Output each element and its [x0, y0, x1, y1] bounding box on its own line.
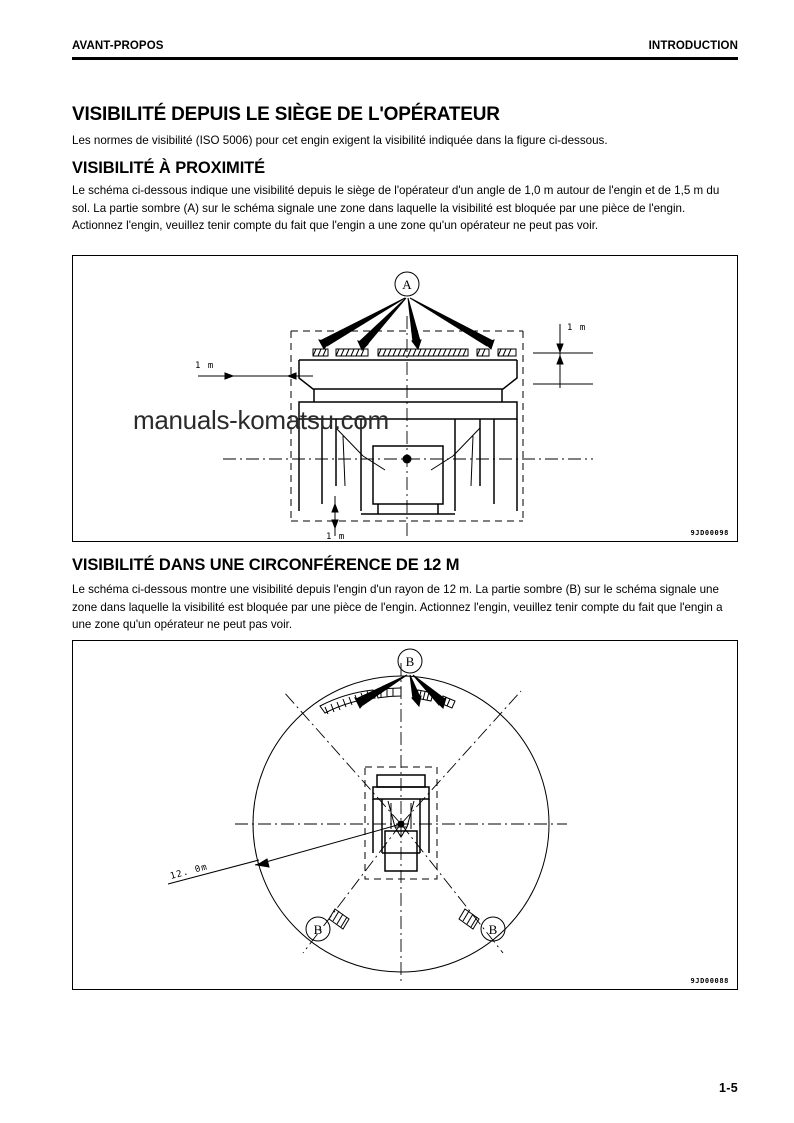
page-title: VISIBILITÉ DEPUIS LE SIÈGE DE L'OPÉRATEUR [72, 104, 500, 125]
section2-paragraph: Le schéma ci-dessous montre une visibilité depuis l'engin d'un rayon de 12 m. La partie sombre (B) sur le schéma signale une zone dans laquelle la visibilité est bloquée par une pièce de l'engin. Actionnez l'engin, veuillez tenir compte du fait que l'engin a une zone qu'un opérateur ne peut pas voir. [72, 583, 723, 632]
intro-paragraph: Les normes de visibilité (ISO 5006) pour cet engin exigent la visibilité indiquée dans la figure ci-dessous. [72, 134, 608, 147]
running-header [72, 40, 738, 52]
header-left-label: AVANT-PROPOS [72, 40, 164, 52]
figure-b-callout-right-text: B [488, 922, 498, 937]
figure-b-callout-top-text: B [405, 654, 415, 669]
figure-radius-label: 12. 0m [169, 862, 209, 882]
watermark-text: manuals-komatsu.com [133, 405, 389, 435]
page-number: 1-5 [719, 1081, 738, 1095]
header-right-label: INTRODUCTION [648, 40, 738, 52]
header-rule [72, 57, 738, 60]
section1-heading: VISIBILITÉ À PROXIMITÉ [72, 159, 266, 177]
section2-heading: VISIBILITÉ DANS UNE CIRCONFÉRENCE DE 12 M [72, 556, 460, 574]
figure-circumference-visibility-code: 9JD00088 [690, 977, 729, 985]
figure-near-visibility-code: 9JD00098 [690, 529, 729, 537]
figure-dimension-bottom: 1 m [326, 532, 346, 539]
figure-near-visibility [72, 255, 738, 542]
figure-circumference-visibility [72, 640, 738, 990]
figure-b-callout-left-text: B [313, 922, 323, 937]
figure-circumference-visibility-drawing [73, 641, 735, 987]
figure-a-callout-text: A [402, 277, 412, 292]
figure-dimension-top-right: 1 m [567, 323, 587, 333]
figure-near-visibility-drawing [73, 256, 735, 539]
section1-paragraph: Le schéma ci-dessous indique une visibilité depuis le siège de l'opérateur d'un angle de 1,0 m autour de l'engin et de 1,5 m du sol. La partie sombre (A) sur le schéma signale une zone dans laquelle la visibilité est bloquée par une pièce de l'engin. Actionnez l'engin, veuillez tenir compte du fait que l'engin a une zone qu'un opérateur ne peut pas voir. [72, 184, 720, 233]
figure-dimension-left: 1 m [195, 361, 215, 371]
